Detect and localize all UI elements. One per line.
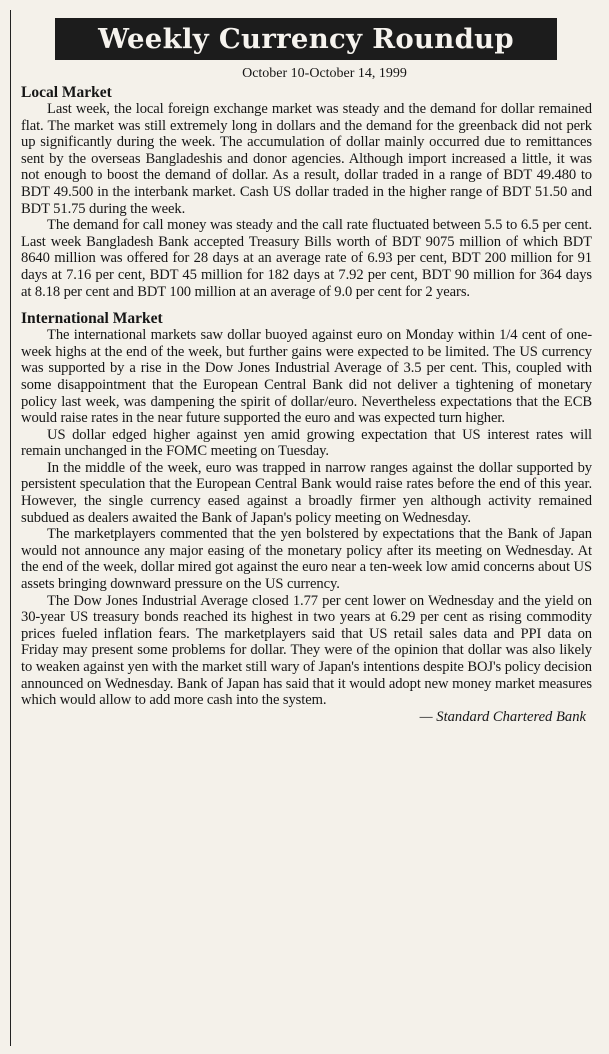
international-market-paragraph: US dollar edged higher against yen amid growing expectation that US interest rates will remain unchanged in the FOMC meeting on Tuesday.	[21, 426, 592, 460]
local-market-heading: Local Market	[21, 84, 112, 101]
international-market-heading: International Market	[21, 310, 163, 328]
international-market-section	[17, 310, 592, 709]
international-market-paragraph: The marketplayers commented that the yen bolstered by expectations that the Bank of Japan would not announce any major easing of the monetary policy after its meeting on Wednesday. At the end of the week, dollar mired got against the euro near a ten-week low amid concerns about US assets bringing downward pressure on the US currency.	[21, 526, 592, 593]
source-signature: — Standard Chartered Bank	[419, 708, 586, 725]
local-market-paragraph: The demand for call money was steady and the call rate fluctuated between 5.5 to 6.5 per cent. Last week Bangladesh Bank accepted Treasury Bills worth of BDT 9075 million of which BDT 8640 million was offered for 28 days at an average rate of 6.93 per cent, BDT 200 million for 91 days at 7.16 per cent, BDT 45 million for 182 days at 7.92 per cent, BDT 90 million for 364 days at 8.18 per cent and BDT 100 million at an average of 9.0 per cent for 2 years.	[21, 217, 592, 300]
international-market-paragraph: The international markets saw dollar buoyed against euro on Monday within 1/4 cent of one-week highs at the end of the week, but further gains were expected to be limited. The US currency was supported by a rise in the Dow Jones Industrial Average of 3.5 per cent. This, coupled with some disappointment that the European Central Bank did not deliver a tightening of monetary policy last week, was dampening the spirit of dollar/euro. Nevertheless expectations that the ECB would raise rates in the near future supported the euro and was expected turn higher.	[21, 327, 592, 427]
international-market-paragraph: The Dow Jones Industrial Average closed 1.77 per cent lower on Wednesday and the yield on 30-year US treasury bonds reached its highest in two years at 6.29 per cent as rising commodity prices fueled inflation fears. The marketplayers said that US retail sales data and PPI data on Friday may present some problems for dollar. They were of the opinion that dollar was also likely to weaken against yen with the market still wary of Japan's intentions despite BOJ's policy decision announced on Wednesday. Bank of Japan has said that it would adopt new money market measures which would allow to add more cash into the system.	[21, 592, 592, 709]
newspaper-clipping	[10, 10, 592, 1046]
page-title: Weekly Currency Roundup	[55, 18, 557, 60]
international-market-paragraph: In the middle of the week, euro was trapped in narrow ranges against the dollar supported by persistent speculation that the European Central Bank would raise rates before the end of this year. However, the single currency eased against a broadly firmer yen although activity remained subdued as dealers awaited the Bank of Japan's policy meeting on Wednesday.	[21, 459, 592, 526]
date-range: October 10-October 14, 1999	[242, 66, 407, 81]
local-market-section	[17, 84, 592, 300]
local-market-paragraph: Last week, the local foreign exchange market was steady and the demand for dollar remained flat. The market was still extremely long in dollars and the demand for the greenback did not perk up significantly during the week. The accumulation of dollar mainly occurred due to remittances sent by the overseas Bangladeshis and donor agencies. Although import increased a little, it was not enough to boost the demand of dollar. As a result, dollar traded in a range of BDT 49.480 to BDT 49.500 in the interbank market. Cash US dollar traded in the higher range of BDT 51.50 and BDT 51.75 during the week.	[21, 101, 592, 217]
